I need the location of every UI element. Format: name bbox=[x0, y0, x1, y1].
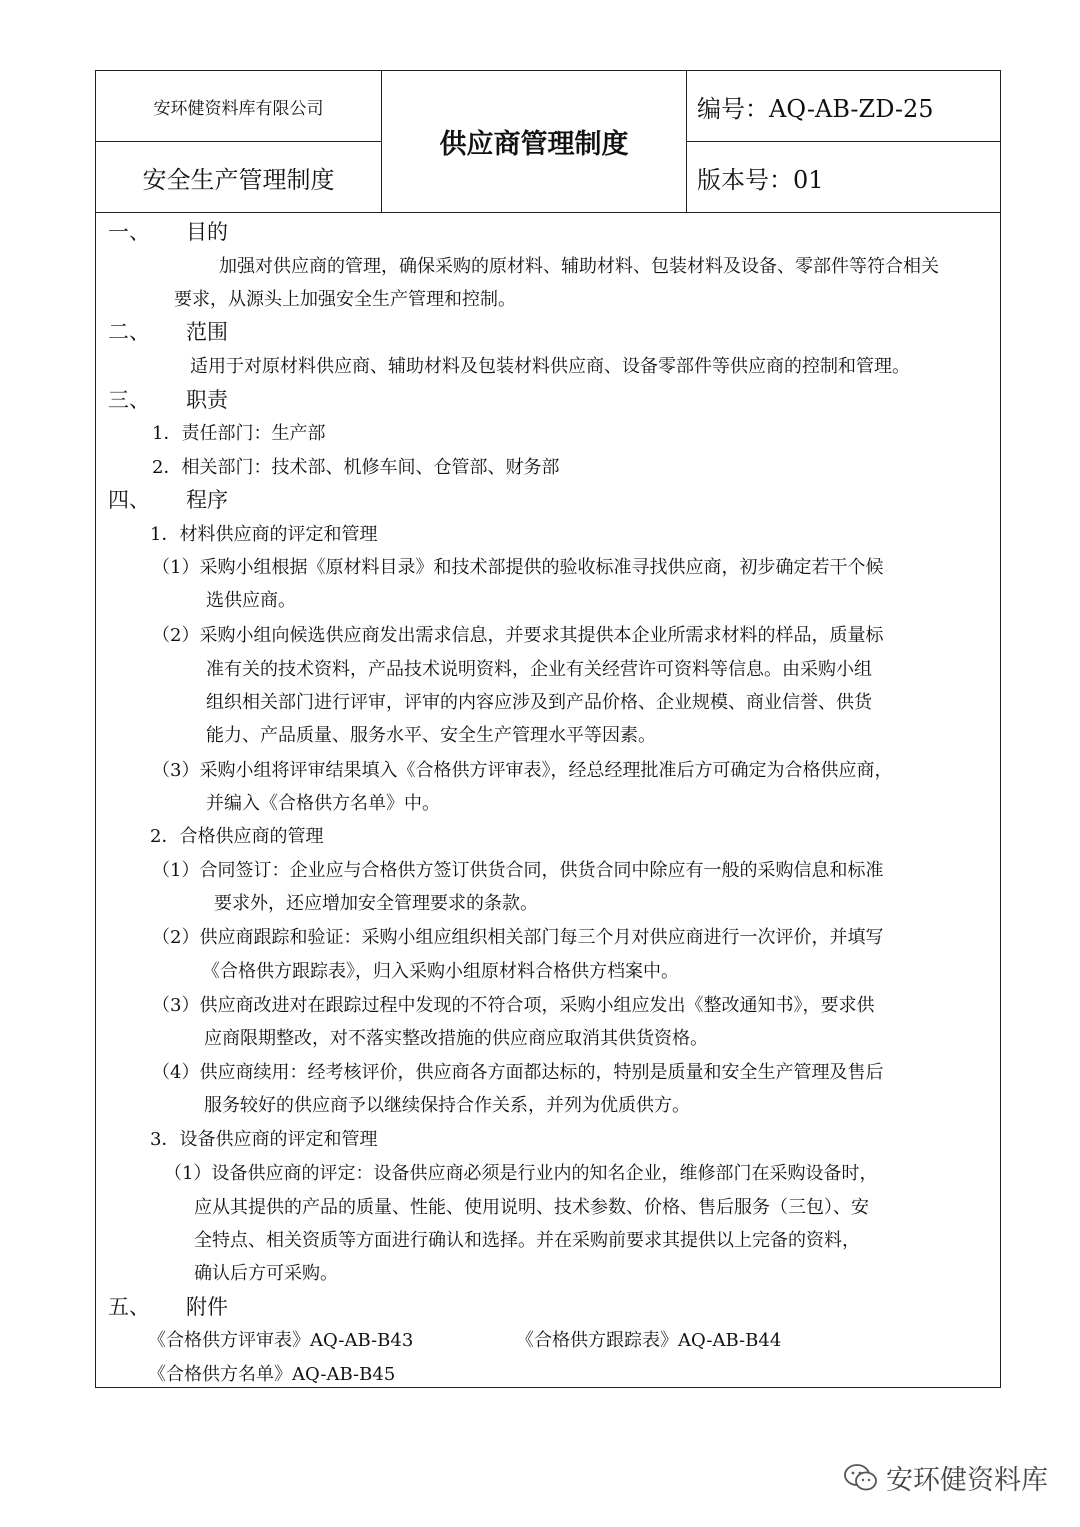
document-category: 安全生产管理制度 bbox=[96, 142, 382, 212]
procedure-item-continued: 确认后方可采购。 bbox=[194, 1263, 338, 1284]
attachment-item: 《合格供方评审表》AQ-AB-B43 bbox=[148, 1330, 414, 1351]
attachment-item: 《合格供方跟踪表》AQ-AB-B44 bbox=[516, 1330, 782, 1351]
document-code: 编号：AQ-AB-ZD-25 bbox=[687, 71, 1000, 142]
section-heading-scope: 二、 范围 bbox=[108, 320, 228, 344]
procedure-item: （3）供应商改进对在跟踪过程中发现的不符合项，采购小组应发出《整改通知书》，要求供 bbox=[152, 995, 875, 1016]
procedure-item: （3）采购小组将评审结果填入《合格供方评审表》，经总经理批准后方可确定为合格供应商， bbox=[152, 760, 893, 781]
procedure-item-continued: 并编入《合格供方名单》中。 bbox=[206, 793, 440, 814]
section-heading-purpose: 一、 目的 bbox=[108, 220, 228, 244]
watermark-text: 安环健资料库 bbox=[886, 1465, 1048, 1496]
header-table bbox=[96, 71, 1000, 213]
procedure-item: （2）采购小组向候选供应商发出需求信息，并要求其提供本企业所需求材料的样品，质量标 bbox=[152, 625, 884, 646]
procedure-item-continued: 《合格供方跟踪表》，归入采购小组原材料合格供方档案中。 bbox=[202, 961, 679, 982]
procedure-subheading: 2．合格供应商的管理 bbox=[150, 826, 324, 847]
document-version: 版本号：01 bbox=[697, 165, 824, 194]
procedure-item-continued: 应商限期整改，对不落实整改措施的供应商应取消其供货资格。 bbox=[204, 1028, 708, 1049]
procedure-item-continued: 服务较好的供应商予以继续保持合作关系，并列为优质供方。 bbox=[204, 1095, 690, 1116]
procedure-item-continued: 要求外，还应增加安全管理要求的条款。 bbox=[214, 893, 538, 914]
document-frame bbox=[95, 70, 1001, 1388]
purpose-text-line: 要求，从源头上加强安全生产管理和控制。 bbox=[174, 289, 516, 310]
procedure-item: （1）合同签订：企业应与合格供方签订供货合同，供货合同中除应有一般的采购信息和标准 bbox=[152, 860, 884, 881]
purpose-text-line: 加强对供应商的管理，确保采购的原材料、辅助材料、包装材料及设备、零部件等符合相关 bbox=[219, 256, 939, 277]
procedure-item: （1）采购小组根据《原材料目录》和技术部提供的验收标准寻找供应商，初步确定若干个候 bbox=[152, 557, 884, 578]
procedure-item-continued: 应从其提供的产品的质量、性能、使用说明、技术参数、价格、售后服务（三包）、安 bbox=[194, 1197, 869, 1218]
document-title: 供应商管理制度 bbox=[382, 71, 687, 212]
watermark bbox=[844, 1458, 1048, 1497]
procedure-item-continued: 能力、产品质量、服务水平、安全生产管理水平等因素。 bbox=[206, 725, 656, 746]
procedure-subheading: 3．设备供应商的评定和管理 bbox=[150, 1129, 378, 1150]
wechat-icon bbox=[844, 1463, 878, 1493]
section-heading-procedure: 四、 程序 bbox=[108, 488, 228, 512]
duty-item: 2．相关部门：技术部、机修车间、仓管部、财务部 bbox=[152, 457, 560, 478]
procedure-item: （1）设备供应商的评定：设备供应商必须是行业内的知名企业，维修部门在采购设备时， bbox=[164, 1163, 878, 1184]
attachment-item: 《合格供方名单》AQ-AB-B45 bbox=[148, 1364, 396, 1385]
procedure-subheading: 1．材料供应商的评定和管理 bbox=[150, 524, 378, 545]
scope-text-line: 适用于对原材料供应商、辅助材料及包装材料供应商、设备零部件等供应商的控制和管理。 bbox=[190, 356, 910, 377]
procedure-item-continued: 组织相关部门进行评审，评审的内容应涉及到产品价格、企业规模、商业信誉、供货 bbox=[206, 692, 872, 713]
procedure-item-continued: 全特点、相关资质等方面进行确认和选择。并在采购前要求其提供以上完备的资料， bbox=[194, 1230, 860, 1251]
section-heading-attachments: 五、 附件 bbox=[108, 1295, 228, 1319]
company-name: 安环健资料库有限公司 bbox=[96, 71, 382, 142]
procedure-item: （4）供应商续用：经考核评价，供应商各方面都达标的，特别是质量和安全生产管理及售后 bbox=[152, 1062, 884, 1083]
procedure-item: （2）供应商跟踪和验证：采购小组应组织相关部门每三个月对供应商进行一次评价，并填写 bbox=[152, 927, 884, 948]
procedure-item-continued: 准有关的技术资料，产品技术说明资料，企业有关经营许可资料等信息。由采购小组 bbox=[206, 659, 872, 680]
section-heading-duties: 三、 职责 bbox=[108, 388, 228, 412]
duty-item: 1．责任部门：生产部 bbox=[152, 423, 326, 444]
procedure-item-continued: 选供应商。 bbox=[206, 590, 296, 611]
